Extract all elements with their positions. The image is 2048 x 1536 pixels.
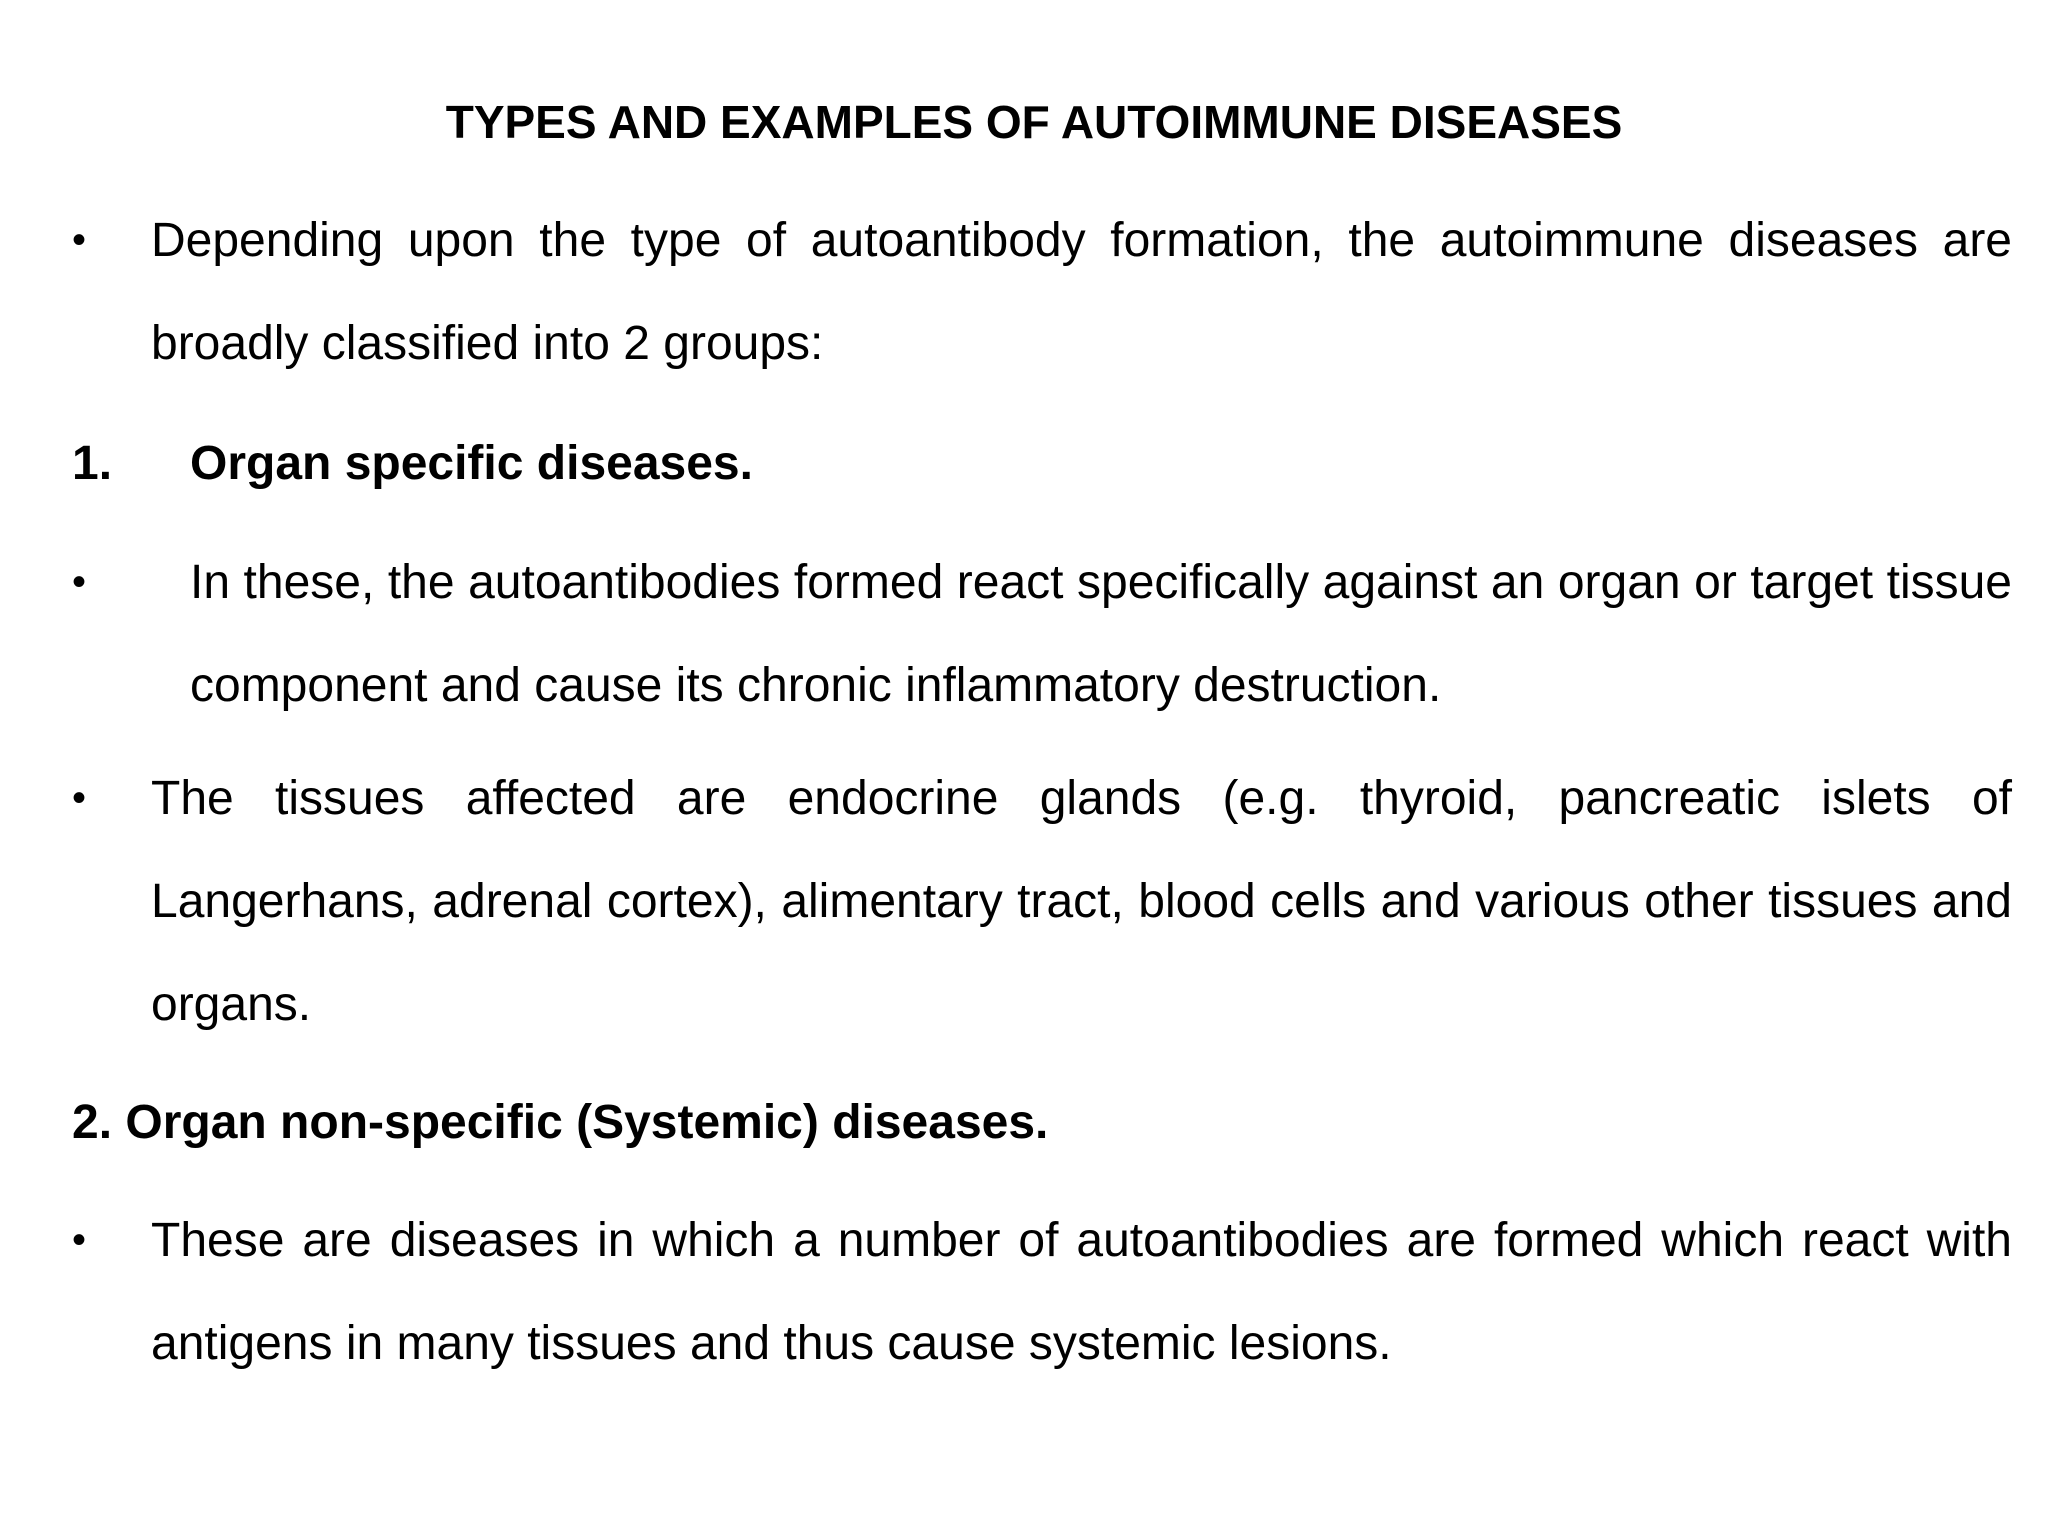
group2-heading: 2. Organ non-specific (Systemic) diseases. bbox=[72, 1096, 1049, 1149]
bullet-icon: • bbox=[72, 1218, 87, 1262]
group1-heading: Organ specific diseases. bbox=[190, 437, 753, 490]
bullet-icon: • bbox=[72, 218, 87, 262]
group1-tissues-item bbox=[72, 747, 2012, 1056]
group1-tissues: The tissues affected are endocrine glands (e.g. thyroid, pancreatic islets of Langerhans, adrenal cortex), alimentary tract, blood cells and various other tissues and organs. bbox=[151, 772, 2012, 1031]
group1-heading-row bbox=[72, 412, 2012, 515]
bullet-icon: • bbox=[72, 560, 87, 604]
group2-description-item bbox=[72, 1189, 2012, 1395]
group2-heading-row bbox=[72, 1071, 2012, 1174]
intro-text: Depending upon the type of autoantibody formation, the autoimmune diseases are broadly classified into 2 groups: bbox=[151, 214, 2012, 370]
group1-description: In these, the autoantibodies formed react specifically against an organ or target tissue component and cause its chronic inflammatory destruction. bbox=[190, 556, 2012, 712]
intro-bullet-item bbox=[72, 189, 2012, 395]
bullet-icon: • bbox=[72, 776, 87, 820]
group1-number: 1. bbox=[72, 437, 113, 490]
slide-title: TYPES AND EXAMPLES OF AUTOIMMUNE DISEASES bbox=[445, 96, 1623, 148]
group2-description: These are diseases in which a number of autoantibodies are formed which react with antigens in many tissues and thus cause systemic lesions. bbox=[151, 1214, 2012, 1370]
group1-description-item bbox=[72, 531, 2012, 737]
